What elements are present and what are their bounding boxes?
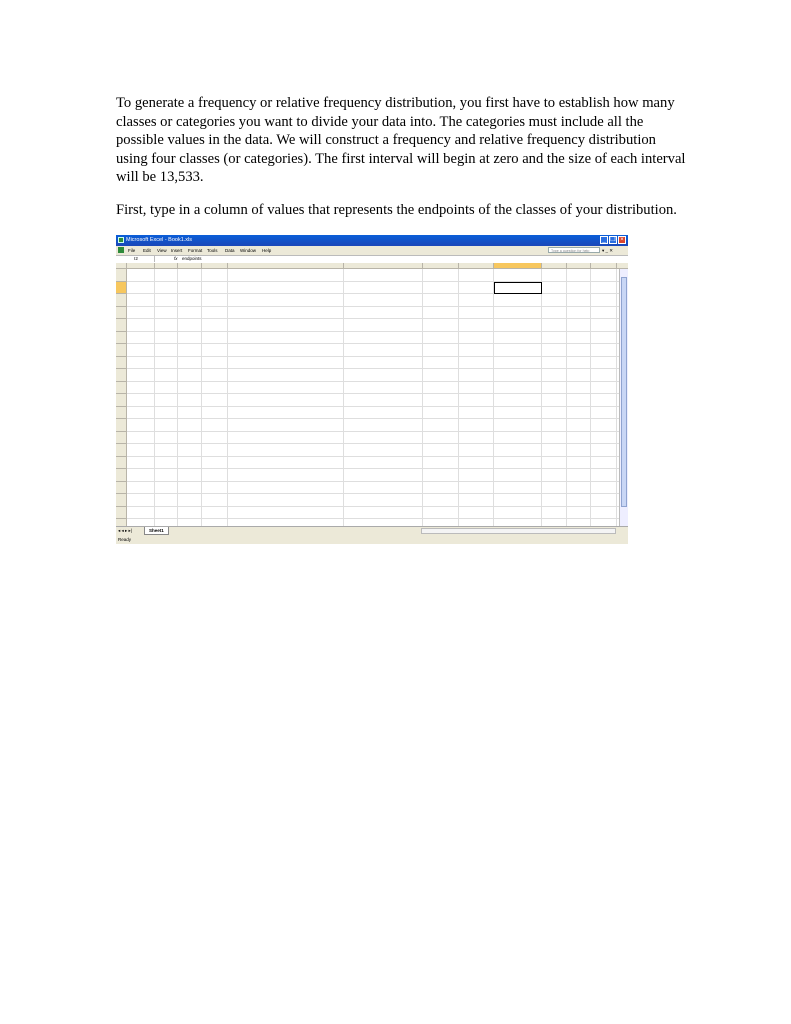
sheet-nav-arrows[interactable]: ◂ ◂ ▸ ▸| (118, 528, 132, 533)
menu-edit[interactable]: Edit (143, 247, 151, 253)
gridline (493, 269, 494, 544)
vertical-scroll-thumb[interactable] (621, 277, 627, 507)
row-header-1[interactable] (116, 269, 127, 282)
column-header-a[interactable] (127, 263, 155, 269)
gridline (127, 381, 619, 382)
gridline (127, 493, 619, 494)
row-header-3[interactable] (116, 294, 127, 307)
column-header-c[interactable] (178, 263, 202, 269)
row-header-8[interactable] (116, 357, 127, 370)
gridline (127, 456, 619, 457)
gridline (458, 269, 459, 544)
gridline (127, 356, 619, 357)
row-header-9[interactable] (116, 369, 127, 382)
column-header-l[interactable] (591, 263, 617, 269)
row-header-10[interactable] (116, 382, 127, 395)
gridline (127, 343, 619, 344)
worksheet-grid[interactable] (116, 263, 628, 526)
menu-file[interactable]: File (128, 247, 136, 253)
row-header-7[interactable] (116, 344, 127, 357)
excel-window-title: Microsoft Excel - Book1.xls (126, 237, 193, 243)
menu-insert[interactable]: Insert (171, 247, 183, 253)
row-header-11[interactable] (116, 394, 127, 407)
gridline (616, 269, 617, 544)
minimize-button[interactable]: _ (600, 236, 608, 244)
menu-data[interactable]: Data (225, 247, 235, 253)
gridline (227, 269, 228, 544)
excel-app-icon (118, 237, 124, 243)
excel-title-bar (116, 235, 628, 246)
row-header-4[interactable] (116, 307, 127, 320)
row-header-16[interactable] (116, 457, 127, 470)
fx-icon[interactable]: fx (174, 256, 178, 261)
gridline (154, 269, 155, 544)
gridline (177, 269, 178, 544)
gridline (127, 331, 619, 332)
row-header-20[interactable] (116, 507, 127, 520)
gridline (127, 406, 619, 407)
gridline (566, 269, 567, 544)
menu-window-controls[interactable]: ▾ _ ✕ (602, 247, 614, 253)
status-text: Ready (118, 537, 132, 542)
column-header-f[interactable] (344, 263, 423, 269)
instruction-paragraph: First, type in a column of values that represents the endpoints of the classes of your distribution. (116, 202, 677, 218)
gridline (201, 269, 202, 544)
column-header-k[interactable] (567, 263, 591, 269)
gridline (541, 269, 542, 544)
column-header-b[interactable] (155, 263, 178, 269)
gridline (127, 293, 619, 294)
row-header-14[interactable] (116, 432, 127, 445)
gridline (127, 468, 619, 469)
gridline (127, 368, 619, 369)
row-header-19[interactable] (116, 494, 127, 507)
column-header-i[interactable] (494, 263, 542, 269)
column-header-g[interactable] (423, 263, 459, 269)
sheet-tab[interactable]: Sheet1 (144, 527, 169, 535)
row-header-13[interactable] (116, 419, 127, 432)
gridline (127, 443, 619, 444)
intro-paragraph: To generate a frequency or relative frequency distribution, you first have to establish how many classes or categories you want to divide your data into. The categories must include all the possible values in the data. We will construct a frequency and relative frequency distribution using four classes (or categories). The first interval will begin at zero and the size of each interval will be 13,533. (116, 95, 686, 185)
menu-tools[interactable]: Tools (207, 247, 218, 253)
formula-input[interactable]: endpoints (182, 256, 202, 261)
gridline (422, 269, 423, 544)
menu-help[interactable]: Help (262, 247, 272, 253)
name-box[interactable]: I2 (118, 256, 155, 262)
gridline (127, 518, 619, 519)
row-header-17[interactable] (116, 469, 127, 482)
menu-window[interactable]: Window (240, 247, 257, 253)
horizontal-scrollbar[interactable] (421, 528, 616, 534)
gridline (127, 393, 619, 394)
endpoints-selected-cell[interactable] (494, 282, 542, 295)
gridline (127, 306, 619, 307)
row-header-18[interactable] (116, 482, 127, 495)
gridline (343, 269, 344, 544)
status-bar (116, 535, 628, 544)
gridline (127, 318, 619, 319)
gridline (127, 281, 619, 282)
menu-view[interactable]: View (157, 247, 167, 253)
column-header-d[interactable] (202, 263, 228, 269)
gridline (590, 269, 591, 544)
gridline (127, 431, 619, 432)
row-header-15[interactable] (116, 444, 127, 457)
row-header-2[interactable] (116, 282, 127, 295)
help-search-input[interactable]: Type a question for help (548, 247, 600, 253)
gridline (127, 418, 619, 419)
menu-bar (116, 246, 628, 256)
column-header-e[interactable] (228, 263, 344, 269)
column-header-h[interactable] (459, 263, 494, 269)
gridline (127, 506, 619, 507)
row-header-5[interactable] (116, 319, 127, 332)
gridline (127, 481, 619, 482)
menu-format[interactable]: Format (188, 247, 203, 253)
vertical-scrollbar[interactable] (619, 269, 628, 526)
row-header-6[interactable] (116, 332, 127, 345)
restore-button[interactable]: ❐ (610, 237, 616, 243)
close-button[interactable]: × (618, 236, 626, 244)
excel-screenshot (116, 235, 628, 544)
column-header-j[interactable] (542, 263, 567, 269)
row-header-12[interactable] (116, 407, 127, 420)
workbook-icon (118, 247, 124, 253)
